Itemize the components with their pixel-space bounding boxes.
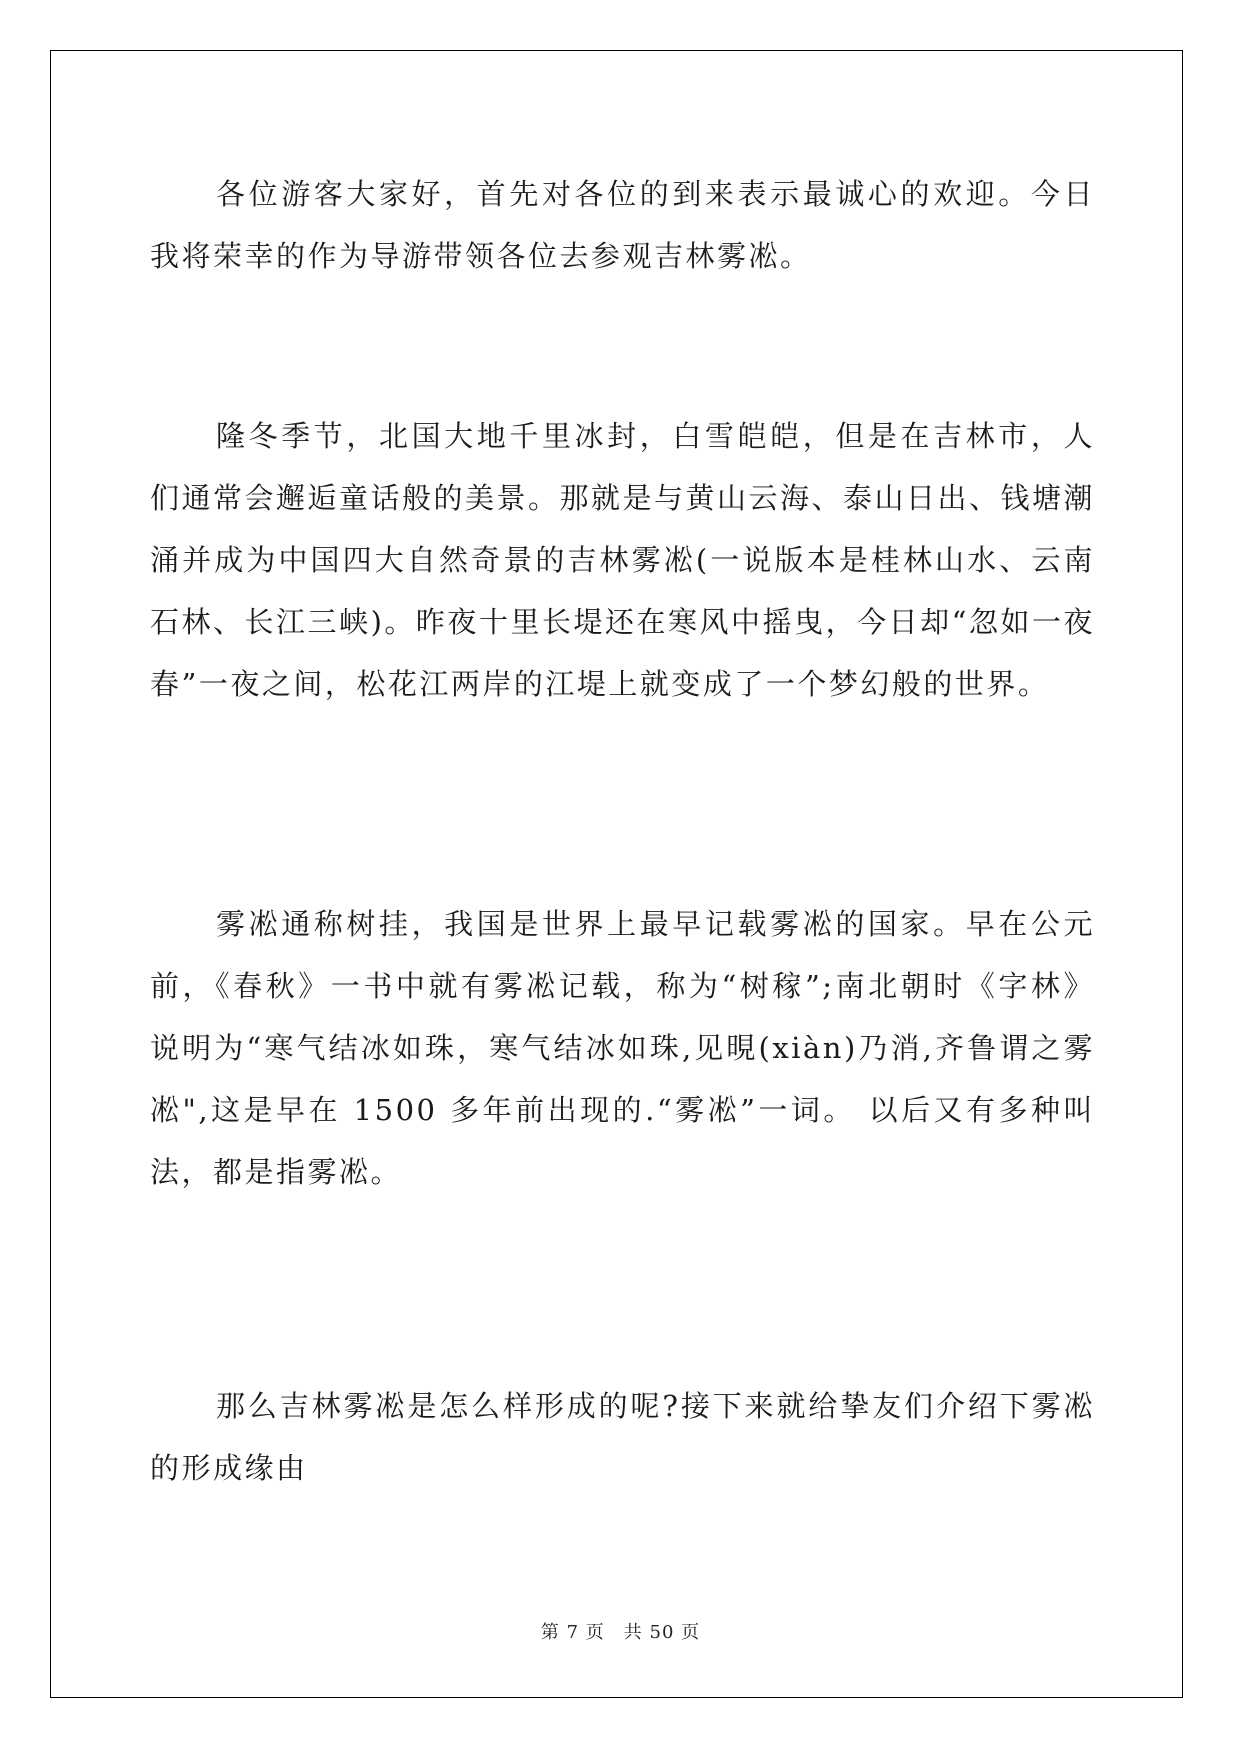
paragraph-welcome: 各位游客大家好，首先对各位的到来表示最诚心的欢迎。今日我将荣幸的作为导游带领各位去参观吉林雾凇。 [150,177,1095,273]
paragraph-winter-scenery: 隆冬季节，北国大地千里冰封，白雪皑皑，但是在吉林市，人们通常会邂逅童话般的美景。那就是与黄山云海、泰山日出、钱塘潮涌并成为中国四大自然奇景的吉林雾凇(一说版本是桂林山水、云南石林、长江三峡)。昨夜十里长堤还在寒风中摇曳，今日却“忽如一夜春”一夜之间，松花江两岸的江堤上就变成了一个梦幻般的世界。 [150,419,1096,701]
paragraph-rime-history: 雾凇通称树挂，我国是世界上最早记载雾凇的国家。早在公元前，《春秋》一书中就有雾凇记载，称为“树稼”;南北朝时《字林》说明为“寒气结冰如珠，寒气结冰如珠,见晛(xiàn)乃消,齐鲁谓之雾凇",这是早在 1500 多年前出现的.“雾凇”一词。 以后又有多种叫法，都是指雾凇。 [150,907,1095,1189]
paragraph-rime-formation: 那么吉林雾凇是怎么样形成的呢?接下来就给挚友们介绍下雾凇的形成缘由 [150,1389,1095,1485]
page-number: 第 7 页 共 50 页 [540,1622,701,1643]
